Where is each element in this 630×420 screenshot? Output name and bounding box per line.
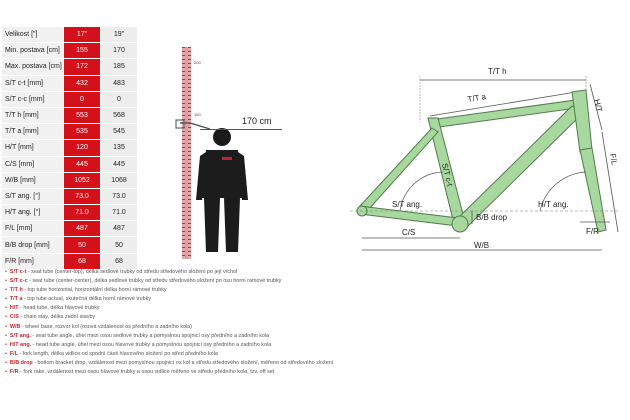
legend-text: - fork length, délka vidlice od spodní části hlavového složení po střed předního kola — [17, 350, 218, 357]
cell-17: 172 — [64, 59, 101, 75]
table-row — [2, 75, 138, 91]
table-row — [2, 205, 138, 221]
label-st: S/T c-t — [440, 162, 455, 188]
cell-19: 170 — [101, 43, 138, 59]
table-row — [2, 43, 138, 59]
row-label: C/S [mm] — [2, 156, 64, 172]
label-tt-h: T/T h — [488, 67, 507, 76]
cell-17: 487 — [64, 221, 101, 237]
cell-17: 1052 — [64, 172, 101, 188]
table-row — [2, 91, 138, 107]
cell-19: 68 — [101, 253, 138, 269]
table-row — [2, 59, 138, 75]
row-label: S/T ang. [°] — [2, 188, 64, 204]
jersey-logo — [222, 157, 232, 160]
legend-item: • S/T c-t - seat tube (center-top), délka sedlové trubky od středu středového složení po její vrchol — [5, 269, 238, 275]
table-header-size-17: 17" — [64, 27, 101, 43]
dim-line-fl — [602, 132, 618, 232]
table-header-row — [2, 27, 138, 43]
table-row — [2, 221, 138, 237]
abbreviation-legend — [5, 268, 625, 377]
row-label: F/R [mm] — [2, 253, 64, 269]
legend-item: • H/T - head tube, délka hlavové trubky — [5, 305, 100, 312]
legend-abbr: H/T ang. — [9, 341, 32, 348]
cell-17: 155 — [64, 43, 101, 59]
legend-text: - head tube angle, úhel mezi osou hlavové trubky a pomyslnou spojnicí osy předního a zadního kola — [31, 341, 272, 348]
cell-17: 73.0 — [64, 188, 101, 204]
chain-stay — [360, 206, 458, 226]
legend-abbr: S/T c-c — [9, 278, 28, 285]
seat-stay — [360, 128, 438, 210]
rider-head — [213, 128, 231, 146]
cell-17: 432 — [64, 75, 101, 91]
frame-geometry-diagram — [340, 62, 630, 262]
label-ht: H/T — [592, 98, 604, 113]
row-label: T/T h [mm] — [2, 107, 64, 123]
label-fl: F/L — [608, 152, 619, 166]
measure-clamp — [176, 120, 184, 128]
height-pointer-line — [200, 129, 282, 130]
cell-19: 185 — [101, 59, 138, 75]
cell-17: 71.0 — [64, 205, 101, 221]
table-header-label: Velikost ["] — [2, 27, 64, 43]
cell-19: 487 — [101, 221, 138, 237]
table-row — [2, 124, 138, 140]
row-label: T/T a [mm] — [2, 124, 64, 140]
cell-17: 535 — [64, 124, 101, 140]
legend-text: - head tube, délka hlavové trubky — [18, 305, 100, 312]
row-label: F/L [mm] — [2, 221, 64, 237]
table-row — [2, 188, 138, 204]
geometry-size-table — [1, 26, 138, 270]
legend-item: • C/S - chain stay, délka zadní stavby — [5, 314, 96, 321]
table-row — [2, 107, 138, 123]
rider-height-label: 170 cm — [242, 116, 272, 126]
label-bb-drop: B/B drop — [476, 213, 508, 222]
table-row — [2, 140, 138, 156]
cell-19: 0 — [101, 91, 138, 107]
cell-17: 120 — [64, 140, 101, 156]
legend-item: • T/T a - top tube actual, skutečná délka horní rámové trubky — [5, 296, 152, 303]
table-row — [2, 237, 138, 253]
cell-19: 50 — [101, 237, 138, 253]
legend-abbr: T/T h — [9, 287, 23, 294]
legend-text: - wheel base, rozvor kol (osová vzdálenost os předního a zadního kola) — [20, 323, 193, 330]
row-label: H/T [mm] — [2, 140, 64, 156]
rider-silhouette — [170, 112, 290, 262]
table-row — [2, 172, 138, 188]
table-row — [2, 156, 138, 172]
legend-item: • F/L - fork length, délka vidlice od spodní části hlavového složení po střed předního kola — [5, 350, 218, 357]
legend-abbr: W/B — [9, 323, 21, 330]
legend-text: - chain stay, délka zadní stavby — [18, 314, 96, 321]
ruler-label-top: 200 — [194, 60, 201, 65]
cell-19: 568 — [101, 107, 138, 123]
cell-19: 483 — [101, 75, 138, 91]
legend-text: - fork rake, vzdálenost mezi osou hlavové trubky a osou vidlice měřeno ve středu předního kola, tzv. off set — [18, 369, 275, 376]
label-st-ang: S/T ang. — [392, 200, 423, 209]
cell-19: 545 — [101, 124, 138, 140]
cell-19: 135 — [101, 140, 138, 156]
cell-19: 1068 — [101, 172, 138, 188]
row-label: H/T ang. [°] — [2, 205, 64, 221]
cell-19: 71.0 — [101, 205, 138, 221]
cell-17: 50 — [64, 237, 101, 253]
row-label: Max. postava [cm] — [2, 59, 64, 75]
cell-17: 68 — [64, 253, 101, 269]
label-ht-ang: H/T ang. — [538, 200, 569, 209]
row-label: Min. postava [cm] — [2, 43, 64, 59]
legend-abbr: H/T — [9, 305, 19, 312]
rider-leg-left — [204, 198, 220, 252]
legend-text: - top tube horizontal, horizontální délka horní rámové trubky — [22, 287, 167, 294]
label-tt-a: T/T a — [466, 92, 487, 104]
legend-item: • S/T ang. - seat tube angle, úhel mezi osou sedlové trubky a pomyslnou spojnicí osy předního a zadního kola — [5, 332, 270, 339]
legend-text: - seat tube angle, úhel mezi osou sedlové trubky a pomyslnou spojnicí osy předního a zadního kola — [30, 332, 270, 339]
cell-17: 0 — [64, 91, 101, 107]
cell-19: 445 — [101, 156, 138, 172]
legend-text: - seat tube (center-center), délka sedlové trubky od středu středového složení po osu horní rámové trubky — [27, 278, 282, 285]
table-row — [2, 253, 138, 269]
legend-abbr: C/S — [9, 314, 19, 321]
label-fr: F/R — [586, 227, 599, 236]
row-label: S/T c-c [mm] — [2, 91, 64, 107]
legend-item: • S/T c-c - seat tube (center-center), délka sedlové trubky od středu středového složení po osu horní rámové trubky — [5, 278, 282, 285]
legend-text: - seat tube (center-top), délka sedlové trubky od středu středového složení po její vrchol — [26, 269, 238, 275]
down-tube — [456, 106, 584, 228]
cell-19: 73.0 — [101, 188, 138, 204]
label-wb: W/B — [474, 241, 490, 250]
legend-item: • F/R - fork rake, vzdálenost mezi osou hlavové trubky a osou vidlice měřeno ve středu předního kola, tzv. off set — [5, 369, 275, 376]
legend-abbr: S/T c-t — [9, 269, 27, 275]
legend-abbr: S/T ang. — [9, 332, 31, 339]
cell-17: 445 — [64, 156, 101, 172]
fork — [580, 148, 606, 232]
legend-item: • B/B drop - bottom bracket drop, vzdálenost mezi pomyslnou spojnicí os kol a středu středového složení, měřeno od středového složení — [5, 359, 334, 366]
row-label: S/T c-t [mm] — [2, 75, 64, 91]
label-cs: C/S — [402, 228, 416, 237]
row-label: W/B [mm] — [2, 172, 64, 188]
legend-item: • T/T h - top tube horizontal, horizontální délka horní rámové trubky — [5, 287, 167, 294]
legend-abbr: F/L — [9, 350, 18, 357]
table-header-size-19: 19" — [101, 27, 138, 43]
rider-leg-right — [224, 198, 240, 252]
legend-text: - bottom bracket drop, vzdálenost mezi pomyslnou spojnicí os kol a středu středového složení, měřeno od středového složení — [32, 359, 334, 366]
legend-abbr: B/B drop — [9, 359, 33, 366]
legend-abbr: F/R — [9, 369, 19, 376]
legend-text: - top tube actual, skutečná délka horní rámové trubky — [22, 296, 152, 303]
legend-item: • W/B - wheel base, rozvor kol (osová vzdálenost os předního a zadního kola) — [5, 323, 193, 330]
row-label: B/B drop [mm] — [2, 237, 64, 253]
legend-abbr: T/T a — [9, 296, 23, 303]
cell-17: 553 — [64, 107, 101, 123]
legend-item: • H/T ang. - head tube angle, úhel mezi osou hlavové trubky a pomyslnou spojnicí osy předního a zadního kola — [5, 341, 272, 348]
ruler-label-mid: 150 — [194, 112, 201, 117]
bottom-bracket — [452, 216, 468, 232]
